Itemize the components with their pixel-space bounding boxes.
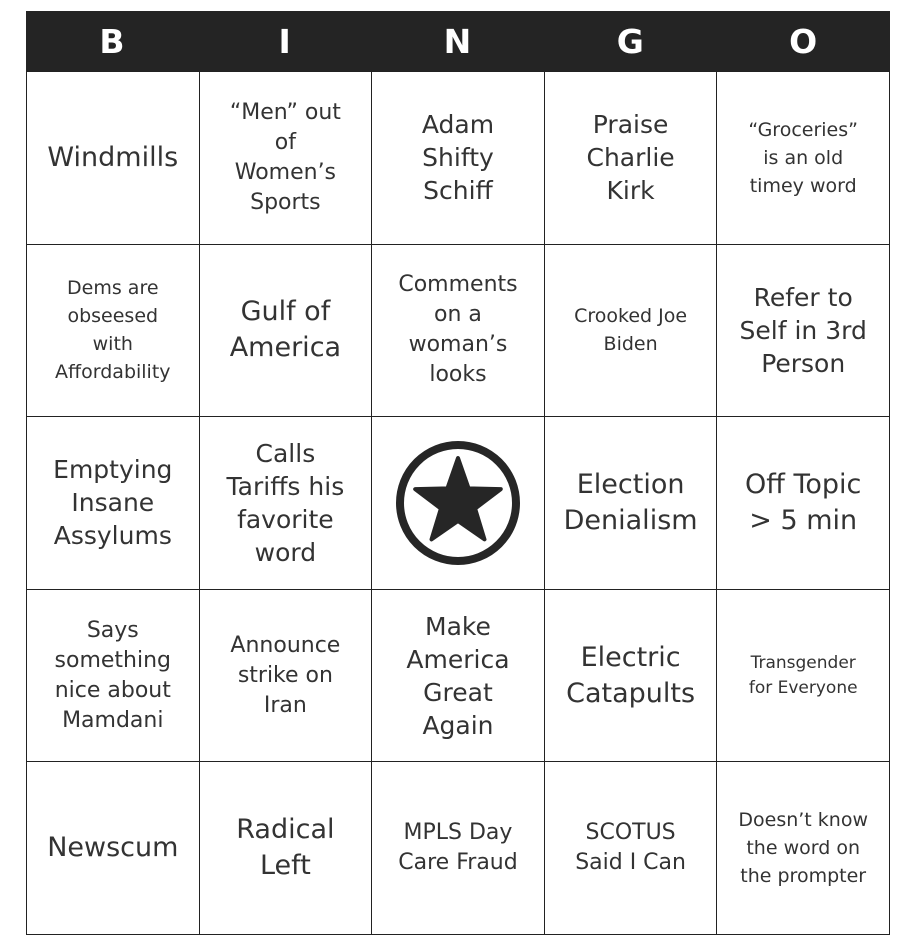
bingo-cell[interactable]: Doesn’t know the word on the prompter	[717, 762, 890, 935]
bingo-cell[interactable]: MPLS Day Care Fraud	[372, 762, 545, 935]
bingo-cell[interactable]: Dems are obseesed with Affordability	[27, 245, 200, 418]
bingo-cell[interactable]: Electric Catapults	[545, 590, 718, 763]
bingo-cell[interactable]: Calls Tariffs his favorite word	[200, 417, 373, 590]
bingo-cell[interactable]: Make America Great Again	[372, 590, 545, 763]
header-letter-g: G	[616, 21, 645, 61]
header-letter-n: N	[443, 21, 473, 61]
free-space-cell[interactable]	[372, 417, 545, 590]
bingo-cell[interactable]: Radical Left	[200, 762, 373, 935]
bingo-cell[interactable]: “Men” out of Women’s Sports	[200, 72, 373, 245]
bingo-cell[interactable]: Election Denialism	[545, 417, 718, 590]
bingo-cell[interactable]: Gulf of America	[200, 245, 373, 418]
bingo-cell[interactable]: Transgender for Everyone	[717, 590, 890, 763]
star-icon	[395, 440, 521, 566]
bingo-cell[interactable]: Newscum	[27, 762, 200, 935]
bingo-cell[interactable]: SCOTUS Said I Can	[545, 762, 718, 935]
bingo-cell[interactable]: Refer to Self in 3rd Person	[717, 245, 890, 418]
header-letter-b: B	[99, 21, 126, 61]
bingo-cell[interactable]: “Groceries” is an old timey word	[717, 72, 890, 245]
bingo-cell[interactable]: Windmills	[27, 72, 200, 245]
bingo-cell[interactable]: Announce strike on Iran	[200, 590, 373, 763]
bingo-cell[interactable]: Praise Charlie Kirk	[545, 72, 718, 245]
bingo-grid	[26, 71, 890, 935]
header-letter-i: I	[278, 21, 292, 61]
bingo-card	[26, 11, 890, 935]
bingo-cell[interactable]: Comments on a woman’s looks	[372, 245, 545, 418]
bingo-cell[interactable]: Emptying Insane Assylums	[27, 417, 200, 590]
bingo-header	[26, 11, 890, 71]
header-letter-o: O	[789, 21, 819, 61]
bingo-cell[interactable]: Off Topic > 5 min	[717, 417, 890, 590]
bingo-cell[interactable]: Says something nice about Mamdani	[27, 590, 200, 763]
bingo-cell[interactable]: Crooked Joe Biden	[545, 245, 718, 418]
bingo-cell[interactable]: Adam Shifty Schiff	[372, 72, 545, 245]
